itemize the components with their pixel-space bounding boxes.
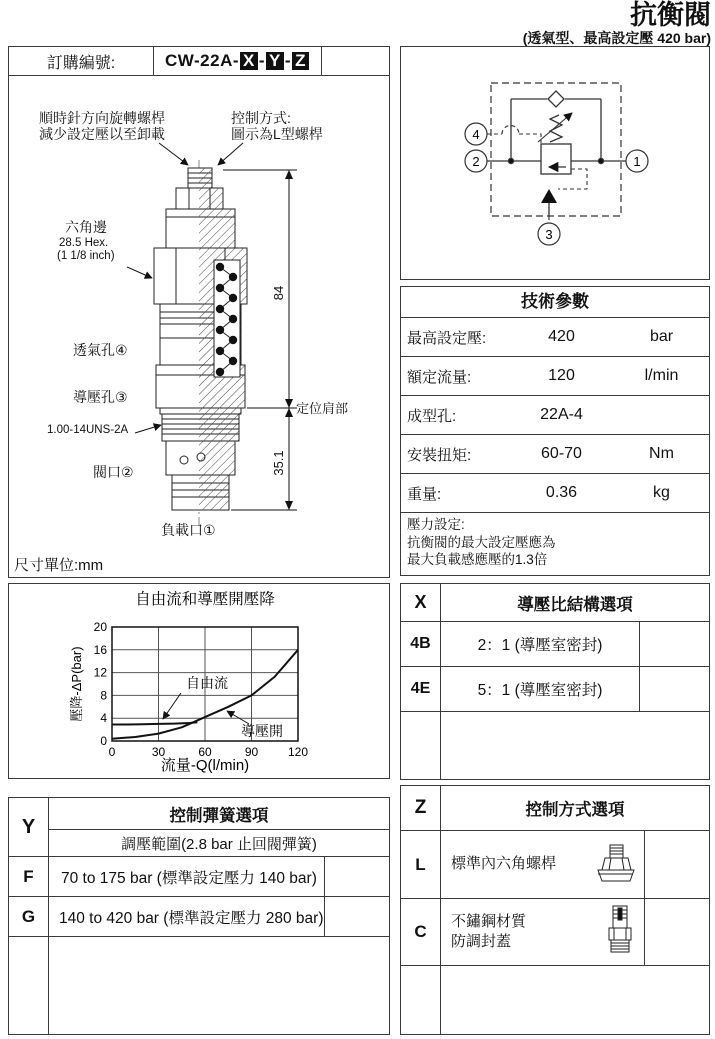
option-desc: 2：1 (導壓室密封)	[441, 622, 640, 666]
tech-unit: l/min	[644, 367, 679, 384]
hydraulic-symbol	[401, 47, 709, 279]
order-code	[154, 47, 322, 75]
option-desc: 5：1 (導壓室密封)	[441, 667, 640, 711]
svg-text:90: 90	[244, 745, 259, 759]
order-number-row	[9, 47, 389, 76]
dim-35-label: 35.1	[271, 450, 286, 476]
svg-text:16: 16	[93, 642, 107, 657]
control-option-table	[400, 785, 710, 1035]
option-row-G	[9, 897, 389, 937]
page-subtitle: (透氣型、最高設定壓 420 bar)	[522, 30, 711, 47]
note-line: 壓力設定:	[407, 517, 465, 532]
tech-value: 22A-4	[540, 406, 583, 423]
tech-label: 重量:	[407, 485, 442, 503]
order-number-label: 訂購編號:	[9, 47, 154, 75]
tech-row-max-pressure	[401, 318, 709, 357]
option-row-F	[9, 857, 389, 897]
chart-title: 自由流和導壓開壓降	[135, 591, 275, 608]
tech-label: 額定流量:	[407, 368, 472, 386]
order-code-prefix: CW-22A-	[165, 51, 240, 70]
option-row-4E	[401, 667, 709, 712]
symbol-port-3: 3	[545, 227, 553, 242]
chart-ylabel: 壓降-ΔP(bar)	[69, 646, 84, 722]
x-table-empty-row	[401, 712, 709, 779]
option-desc-cell	[441, 831, 645, 898]
option-code: F	[9, 857, 49, 896]
option-desc: 防調封蓋	[451, 933, 512, 950]
order-code-z: Z	[292, 52, 309, 70]
load-port-label: 負載口①	[161, 522, 216, 538]
svg-text:12: 12	[93, 665, 107, 680]
svg-text:0: 0	[108, 745, 116, 759]
tech-unit: bar	[649, 328, 674, 345]
tech-params-title: 技術參數	[401, 287, 709, 318]
y-table-header	[9, 798, 389, 857]
tech-label: 最高設定壓:	[407, 329, 487, 347]
svg-text:4: 4	[100, 711, 107, 726]
option-desc: 標準內六角螺桿	[451, 855, 557, 873]
valve-cross-section-drawing	[9, 75, 389, 575]
pilot-port-label: 導壓孔③	[73, 389, 128, 405]
option-code: 4E	[401, 667, 441, 711]
symbol-port-4: 4	[472, 127, 480, 142]
order-code-empty-cell	[322, 47, 389, 75]
spring-section	[214, 260, 240, 377]
tech-row-torque	[401, 435, 709, 474]
pressure-setting-note	[401, 513, 709, 572]
option-code: 4B	[401, 622, 441, 666]
option-desc: 70 to 175 bar (標準設定壓力 140 bar)	[49, 857, 325, 896]
svg-text:20: 20	[93, 620, 107, 634]
option-row-4B	[401, 622, 709, 667]
symbol-port-1: 1	[633, 154, 641, 169]
performance-chart-box	[8, 583, 390, 779]
pressure-drop-chart	[9, 584, 389, 778]
tech-label: 安裝扭矩:	[407, 446, 472, 464]
option-desc-cell	[441, 899, 645, 965]
y-table-empty-row	[9, 937, 389, 1034]
sealed-cap-icon	[604, 904, 636, 960]
option-extra-cell	[645, 899, 709, 965]
thread-spec-label: 1.00-14UNS-2A	[47, 424, 129, 436]
order-code-y: Y	[266, 52, 284, 70]
order-code-dash: -	[258, 51, 266, 70]
option-code: G	[9, 897, 49, 936]
valve-port-label: 閥口②	[93, 464, 134, 480]
title-block	[523, 0, 711, 46]
tech-value: 60-70	[541, 445, 582, 462]
dim-84-label: 84	[271, 285, 286, 301]
z-table-empty-row	[401, 966, 709, 1034]
units-note: 尺寸單位:mm	[14, 557, 104, 574]
symbol-port-2: 2	[472, 154, 480, 169]
vent-port-label: 透氣孔④	[73, 342, 128, 358]
hex-label-line1: 六角邊	[65, 219, 107, 235]
option-extra-cell	[640, 667, 709, 711]
tech-row-cavity	[401, 396, 709, 435]
option-extra-cell	[640, 622, 709, 666]
svg-text:8: 8	[100, 688, 107, 703]
control-note-line2: 圖示為L型螺桿	[231, 126, 323, 142]
order-code-dash: -	[284, 51, 292, 70]
hex-label-line3: (1 1/8 inch)	[57, 250, 115, 262]
pilot-ratio-option-table	[400, 583, 710, 780]
tech-value: 120	[548, 367, 575, 384]
option-extra-cell	[325, 857, 389, 896]
free-flow-arrow	[163, 693, 181, 719]
z-table-title: 控制方式選項	[525, 801, 625, 819]
option-extra-cell	[325, 897, 389, 936]
chart-xlabel: 流量-Q(l/min)	[160, 757, 250, 774]
tech-row-weight	[401, 474, 709, 513]
y-table-title: 控制彈簧選項	[49, 798, 389, 830]
option-desc: 140 to 420 bar (標準設定壓力 280 bar)	[49, 897, 325, 936]
option-row-L	[401, 831, 709, 899]
tech-value: 0.36	[545, 484, 578, 501]
clockwise-note-line1: 順時針方向旋轉螺桿	[39, 110, 165, 126]
tech-value: 420	[548, 328, 575, 345]
svg-text:0: 0	[100, 734, 107, 748]
svg-text:120: 120	[287, 745, 309, 759]
z-table-code: Z	[401, 786, 441, 830]
note-line: 最大負載感應壓的1.3倍	[407, 552, 548, 568]
hex-screw-icon	[590, 843, 636, 887]
spring-option-table	[8, 797, 390, 1035]
option-code: C	[401, 899, 441, 965]
tech-unit: kg	[653, 484, 670, 501]
x-table-header	[401, 584, 709, 622]
order-code-x: X	[240, 52, 258, 70]
empty-code-cell	[401, 712, 441, 779]
pilot-piston	[541, 189, 557, 216]
option-desc: 不鏽鋼材質	[451, 912, 527, 930]
control-note-line1: 控制方式:	[231, 110, 291, 126]
pilot-open-label: 導壓開	[241, 723, 283, 739]
relief-element	[538, 113, 572, 174]
option-code: L	[401, 831, 441, 898]
page-title: 抗衡閥	[630, 0, 711, 30]
tech-params-table	[400, 286, 710, 576]
pilot-open-arrow	[227, 711, 249, 724]
pilot-lines	[487, 126, 587, 224]
option-extra-cell	[645, 831, 709, 898]
free-flow-label: 自由流	[186, 675, 228, 691]
empty-code-cell	[401, 966, 441, 1034]
tech-unit: Nm	[649, 445, 674, 462]
x-table-title: 導壓比結構選項	[517, 595, 633, 614]
x-table-code: X	[401, 584, 441, 621]
shoulder-label: 定位肩部	[296, 401, 349, 416]
order-and-drawing-box	[8, 46, 390, 578]
clockwise-note-line2: 減少設定壓以至卸載	[39, 126, 165, 142]
hex-label-line2: 28.5 Hex.	[59, 237, 109, 249]
svg-text:30: 30	[151, 745, 166, 759]
note-line: 抗衡閥的最大設定壓應為	[407, 534, 556, 550]
hydraulic-symbol-box	[400, 46, 710, 280]
empty-code-cell	[9, 937, 49, 1034]
tech-label: 成型孔:	[407, 407, 457, 425]
svg-text:60: 60	[198, 745, 212, 759]
tech-row-rated-flow	[401, 357, 709, 396]
y-table-subtitle: 調壓範圍(2.8 bar 止回閥彈簧)	[121, 835, 317, 853]
z-table-header	[401, 786, 709, 831]
y-table-code: Y	[9, 798, 49, 856]
option-row-C	[401, 899, 709, 966]
